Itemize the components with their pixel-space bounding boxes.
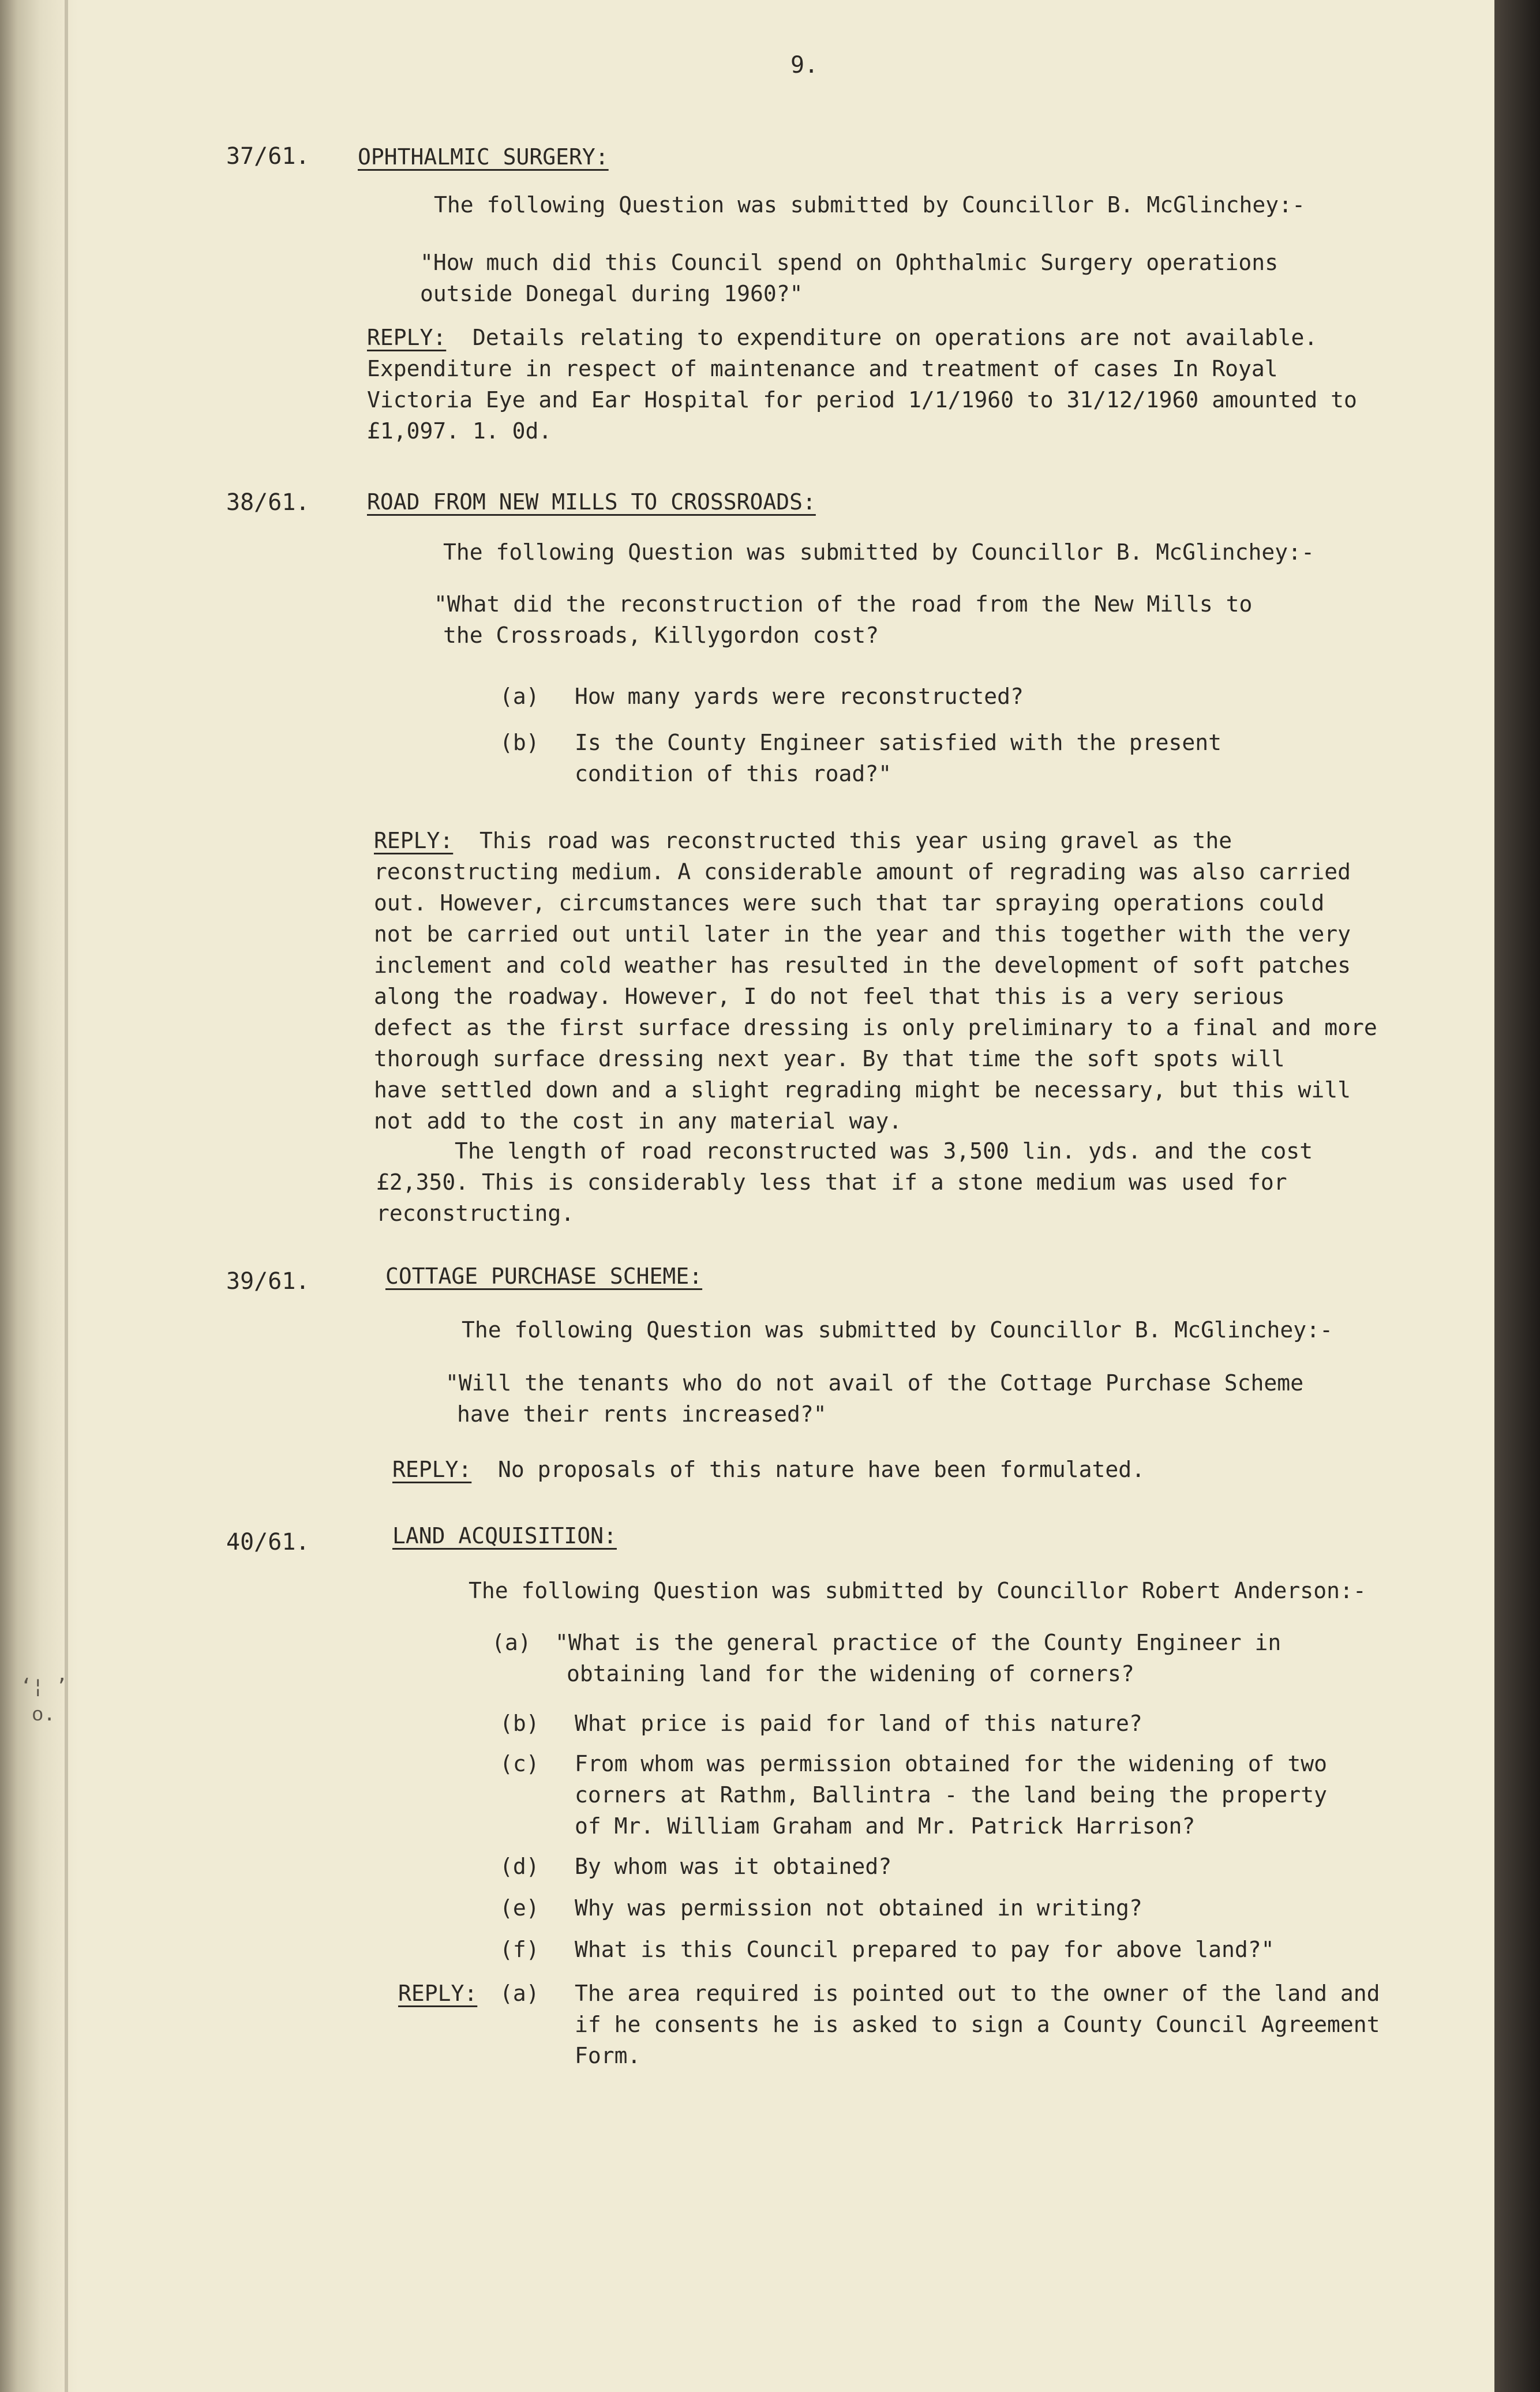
sub-question [500,1708,1142,1739]
sub-question [500,1934,1275,1965]
reply-line: This road was reconstructed this year using gravel as the [479,828,1232,853]
question-line: the Crossroads, Killygordon cost? [443,623,879,648]
sub-question-line: From whom was permission obtained for the widening of two [575,1751,1328,1776]
reply-line: £1,097. 1. 0d. [367,418,552,444]
reply-line: The length of road reconstructed was 3,500 lin. yds. and the cost [455,1138,1313,1164]
reply-text [367,322,1357,447]
reply-label: REPLY: [374,828,454,853]
sub-question [500,727,1221,789]
reply-line: No proposals of this nature have been formulated. [498,1457,1145,1482]
question-intro: The following Question was submitted by Councillor Robert Anderson:- [469,1578,1366,1603]
sub-question [500,1851,891,1882]
section-number: 39/61. [226,1268,310,1295]
sub-question-line: "What is the general practice of the County Engineer in [555,1630,1282,1655]
gutter-line [65,0,68,2392]
reply-paragraph [376,1135,1313,1229]
sub-question-line: obtaining land for the widening of corners? [567,1661,1134,1686]
reply-line: thorough surface dressing next year. By that time the soft spots will [374,1046,1285,1071]
page-edge-shadow [1494,0,1540,2392]
reply-text [374,825,1377,1137]
question-line: "Will the tenants who do not avail of the Cottage Purchase Scheme [445,1370,1304,1396]
section-heading: OPHTHALMIC SURGERY: [358,144,609,170]
reply-line: Expenditure in respect of maintenance and treatment of cases In Royal [367,356,1278,381]
section-heading: LAND ACQUISITION: [392,1523,617,1549]
section-number: 37/61. [226,143,310,170]
question-line: outside Donegal during 1960?" [420,281,803,306]
reply-line: not be carried out until later in the year and this together with the very [374,921,1351,947]
sub-question [500,681,1024,712]
sub-question-label: (a) [492,1630,531,1655]
sub-question-line: What price is paid for land of this nature? [575,1711,1142,1736]
reply-line: defect as the first surface dressing is only preliminary to a final and more [374,1015,1377,1040]
question-intro: The following Question was submitted by Councillor B. McGlinchey:- [462,1317,1333,1343]
sub-question [500,1892,1142,1924]
reply-line: not add to the cost in any material way. [374,1108,902,1134]
sub-question-label: (c) [500,1751,539,1776]
page-number: 9. [790,52,819,78]
reply-line: reconstructing. [376,1201,575,1226]
sub-question-label: (b) [500,1711,539,1736]
reply-item-label: (a) [500,1981,539,2006]
sub-question-line: corners at Rathm, Ballintra - the land being the property [575,1782,1328,1808]
reply-item [398,1978,1380,2071]
reply-line: Victoria Eye and Ear Hospital for period 1/1/1960 to 31/12/1960 amounted to [367,387,1357,413]
question-text [434,588,1252,651]
question-line: "What did the reconstruction of the road from the New Mills to [434,591,1253,617]
sub-question-line: Is the County Engineer satisfied with the present [575,730,1222,755]
sub-question [492,1627,1281,1689]
question-intro: The following Question was submitted by Councillor B. McGlinchey:- [434,192,1305,218]
section-heading: COTTAGE PURCHASE SCHEME: [385,1264,703,1289]
reply-line: Details relating to expenditure on operations are not available. [473,325,1318,350]
section-number: 40/61. [226,1529,310,1555]
sub-question-label: (d) [500,1854,539,1879]
sub-question-line: What is this Council prepared to pay for above land?" [575,1937,1275,1962]
sub-question-label: (e) [500,1895,539,1921]
section-number: 38/61. [226,489,310,516]
sub-question-line: By whom was it obtained? [575,1854,892,1879]
reply-line: £2,350. This is considerably less that if a stone medium was used for [376,1169,1287,1195]
reply-line: Form. [575,2043,641,2068]
reply-line: have settled down and a slight regrading might be necessary, but this will [374,1077,1351,1103]
question-intro: The following Question was submitted by Councillor B. McGlinchey:- [443,539,1314,565]
question-text [445,1367,1303,1430]
question-text [420,247,1278,309]
reply-line: along the roadway. However, I do not feel that this is a very serious [374,984,1285,1009]
sub-question [500,1748,1327,1842]
sub-question-line: condition of this road?" [575,761,892,786]
reply-line: out. However, circumstances were such that tar spraying operations could [374,890,1325,916]
reply-label: REPLY: [398,1981,478,2006]
sub-question-label: (b) [500,730,539,755]
reply-line: reconstructing medium. A considerable amount of regrading was also carried [374,859,1351,884]
margin-marks: ‘¦ ’ ᴏ. [20,1675,68,1726]
reply-label: REPLY: [367,325,447,350]
reply-line: The area required is pointed out to the owner of the land and [575,1981,1380,2006]
question-line: "How much did this Council spend on Ophthalmic Surgery operations [420,250,1279,275]
reply-line: if he consents he is asked to sign a County Council Agreement [575,2012,1380,2037]
reply-text [392,1454,1145,1485]
sub-question-label: (f) [500,1937,539,1962]
sub-question-line: of Mr. William Graham and Mr. Patrick Harrison? [575,1813,1196,1839]
reply-label: REPLY: [392,1457,472,1482]
section-heading: ROAD FROM NEW MILLS TO CROSSROADS: [367,489,816,515]
reply-line: inclement and cold weather has resulted in the development of soft patches [374,953,1351,978]
sub-question-line: How many yards were reconstructed? [575,684,1024,709]
sub-question-label: (a) [500,684,539,709]
question-line: have their rents increased?" [457,1401,827,1427]
sub-question-line: Why was permission not obtained in writing? [575,1895,1142,1921]
